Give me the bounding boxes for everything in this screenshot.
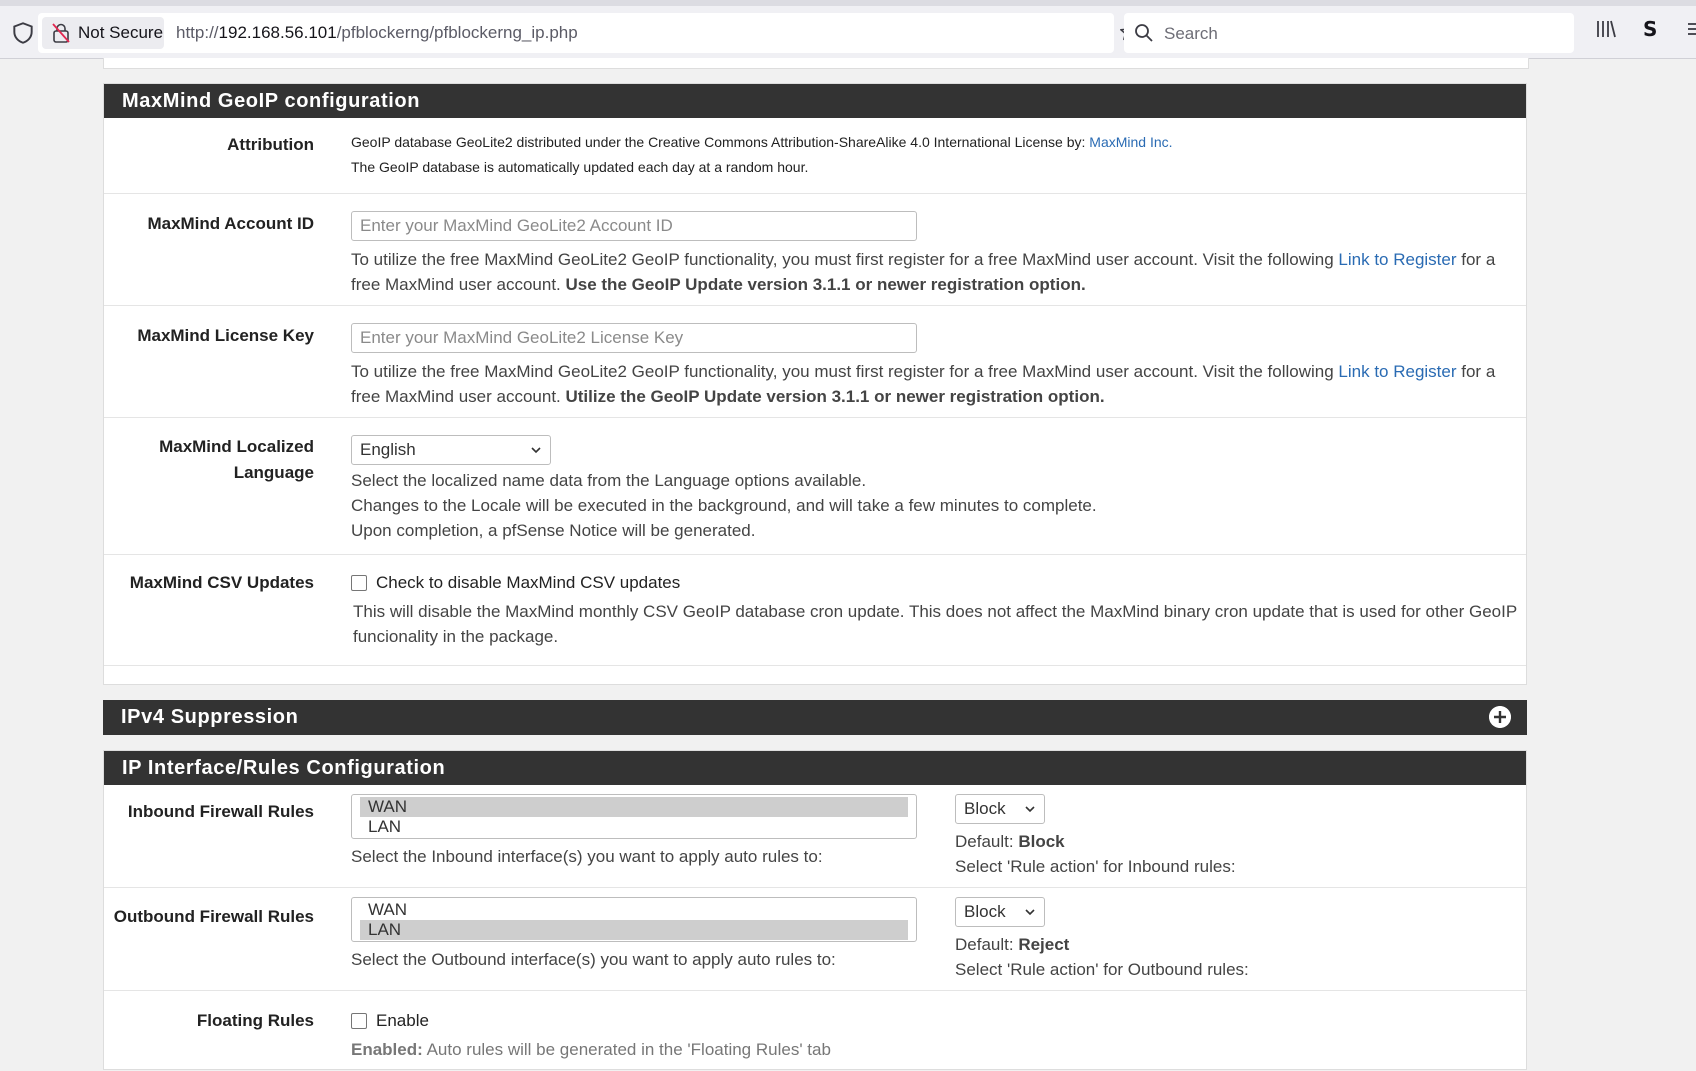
ip-rules-panel bbox=[103, 750, 1527, 1070]
ipv4-suppression-title: IPv4 Suppression bbox=[121, 706, 299, 728]
language-help-1: Select the localized name data from the Language options available. bbox=[351, 471, 867, 490]
csv-updates-checkbox-label[interactable]: Check to disable MaxMind CSV updates bbox=[376, 573, 681, 592]
inbound-option-wan[interactable]: WAN bbox=[360, 797, 908, 817]
outbound-interface-multiselect[interactable] bbox=[351, 897, 917, 942]
ipv4-suppression-header[interactable] bbox=[103, 700, 1527, 735]
inbound-default-prefix: Default: bbox=[955, 832, 1019, 851]
chevron-down-icon bbox=[530, 444, 542, 456]
outbound-rules-label: Outbound Firewall Rules bbox=[113, 907, 314, 926]
language-help-2: Changes to the Locale will be executed in the background, and will take a few minutes to complete. bbox=[351, 496, 1097, 515]
floating-rules-row bbox=[104, 991, 1526, 1071]
outbound-default-value: Reject bbox=[1018, 935, 1070, 954]
license-key-help bbox=[351, 359, 1520, 409]
license-key-content bbox=[351, 323, 1520, 409]
attribution-text: GeoIP database GeoLite2 distributed under the Creative Commons Attribution-ShareAlike 4.0 International License by: bbox=[351, 134, 1090, 150]
shield-icon[interactable] bbox=[10, 20, 36, 46]
maxmind-panel-title: MaxMind GeoIP configuration bbox=[104, 84, 1526, 118]
inbound-default-value: Block bbox=[1018, 832, 1065, 851]
language-help-3: Upon completion, a pfSense Notice will be generated. bbox=[351, 521, 756, 540]
outbound-action-select[interactable] bbox=[955, 897, 1045, 927]
language-row bbox=[104, 418, 1526, 555]
license-key-help-text2: for a free MaxMind user account. bbox=[351, 362, 1496, 406]
license-key-label: MaxMind License Key bbox=[137, 326, 314, 345]
floating-rules-checkbox[interactable] bbox=[351, 1013, 367, 1029]
license-key-help-text: To utilize the free MaxMind GeoLite2 GeoIP functionality, you must first register for a free MaxMind user account. Visit the following bbox=[351, 362, 1339, 381]
csv-updates-checkbox[interactable] bbox=[351, 575, 367, 591]
url-host: 192.168.56.101 bbox=[218, 23, 337, 42]
inbound-rules-label: Inbound Firewall Rules bbox=[127, 802, 314, 821]
language-selected-value: English bbox=[360, 440, 416, 459]
floating-rules-help-bold: Enabled: bbox=[351, 1040, 423, 1059]
svg-text:S: S bbox=[1643, 18, 1658, 40]
outbound-option-lan[interactable]: LAN bbox=[360, 920, 908, 940]
inbound-interfaces-content bbox=[351, 794, 921, 869]
account-id-content bbox=[351, 211, 1520, 297]
language-content bbox=[351, 435, 1520, 543]
outbound-rules-row bbox=[104, 888, 1526, 991]
license-key-row bbox=[104, 306, 1526, 418]
menu-icon[interactable] bbox=[1688, 18, 1696, 40]
not-secure-label: Not Secure bbox=[78, 23, 164, 42]
inbound-rules-row bbox=[104, 785, 1526, 888]
csv-updates-label: MaxMind CSV Updates bbox=[129, 573, 314, 592]
maxmind-panel bbox=[103, 83, 1527, 685]
tab-strip bbox=[0, 0, 1696, 6]
account-id-help-bold: Use the GeoIP Update version 3.1.1 or newer registration option. bbox=[565, 275, 1086, 294]
search-bar[interactable] bbox=[1124, 13, 1574, 53]
floating-rules-content bbox=[351, 1008, 1520, 1062]
csv-updates-row bbox=[104, 555, 1526, 666]
floating-rules-checkbox-label[interactable]: Enable bbox=[376, 1011, 429, 1030]
language-label bbox=[104, 434, 314, 486]
floating-rules-label: Floating Rules bbox=[196, 1011, 314, 1030]
language-label-line2: Language bbox=[233, 463, 314, 482]
extension-s-icon[interactable] bbox=[1640, 18, 1660, 40]
url-path: /pfblockerng/pfblockerng_ip.php bbox=[336, 23, 578, 42]
floating-rules-help-text: Auto rules will be generated in the 'Floating Rules' tab bbox=[422, 1040, 831, 1059]
ipv4-suppression-panel bbox=[103, 700, 1527, 735]
csv-updates-help: This will disable the MaxMind monthly CSV GeoIP database cron update. This does not affect the MaxMind binary cron update that is used for other GeoIP funcionality in the package. bbox=[353, 602, 1517, 646]
language-select[interactable] bbox=[351, 435, 551, 465]
csv-updates-checkbox-line[interactable] bbox=[351, 570, 1520, 595]
account-id-label: MaxMind Account ID bbox=[147, 214, 314, 233]
inbound-action-content bbox=[955, 794, 1520, 879]
language-label-line1: MaxMind Localized bbox=[159, 437, 314, 456]
chevron-down-icon bbox=[1024, 803, 1036, 815]
floating-rules-checkbox-line[interactable] bbox=[351, 1008, 1520, 1033]
outbound-action-content bbox=[955, 897, 1520, 982]
floating-rules-help bbox=[351, 1037, 1520, 1062]
insecure-lock-icon bbox=[52, 23, 70, 43]
maxmind-inc-link[interactable]: MaxMind Inc. bbox=[1089, 134, 1173, 150]
inbound-action-value: Block bbox=[964, 799, 1006, 818]
url-bar[interactable] bbox=[38, 13, 1114, 53]
inbound-default bbox=[955, 829, 1520, 854]
browser-toolbar bbox=[0, 0, 1696, 59]
expand-plus-icon[interactable] bbox=[1489, 706, 1511, 728]
previous-panel-bottom bbox=[103, 58, 1529, 69]
account-id-register-link[interactable]: Link to Register bbox=[1338, 250, 1457, 269]
library-icon[interactable] bbox=[1594, 18, 1616, 40]
outbound-option-wan[interactable]: WAN bbox=[368, 900, 408, 919]
inbound-option-lan[interactable]: LAN bbox=[368, 817, 402, 836]
search-placeholder: Search bbox=[1164, 24, 1218, 43]
account-id-help-text: To utilize the free MaxMind GeoLite2 GeoIP functionality, you must first register for a free MaxMind user account. Visit the following bbox=[351, 250, 1339, 269]
url-text[interactable] bbox=[176, 23, 578, 43]
chevron-down-icon bbox=[1024, 906, 1036, 918]
license-key-register-link[interactable]: Link to Register bbox=[1338, 362, 1457, 381]
url-prefix: http:// bbox=[176, 23, 219, 42]
ip-rules-panel-title: IP Interface/Rules Configuration bbox=[104, 751, 1526, 785]
account-id-row bbox=[104, 194, 1526, 306]
license-key-help-bold: Utilize the GeoIP Update version 3.1.1 or newer registration option. bbox=[565, 387, 1105, 406]
search-icon bbox=[1134, 23, 1154, 43]
account-id-input[interactable] bbox=[351, 211, 917, 241]
outbound-default bbox=[955, 932, 1520, 957]
outbound-interfaces-help: Select the Outbound interface(s) you want to apply auto rules to: bbox=[351, 950, 836, 969]
inbound-interfaces-help: Select the Inbound interface(s) you want to apply auto rules to: bbox=[351, 847, 823, 866]
inbound-action-help: Select 'Rule action' for Inbound rules: bbox=[955, 857, 1236, 876]
outbound-default-prefix: Default: bbox=[955, 935, 1019, 954]
inbound-interface-multiselect[interactable] bbox=[351, 794, 917, 839]
inbound-action-select[interactable] bbox=[955, 794, 1045, 824]
attribution-update-note: The GeoIP database is automatically updated each day at a random hour. bbox=[351, 159, 809, 175]
account-id-help-text2: for a free MaxMind user account. bbox=[351, 250, 1496, 294]
attribution-label: Attribution bbox=[227, 135, 314, 154]
outbound-action-value: Block bbox=[964, 902, 1006, 921]
outbound-action-help: Select 'Rule action' for Outbound rules: bbox=[955, 960, 1249, 979]
attribution-content bbox=[351, 130, 1520, 180]
outbound-interfaces-content bbox=[351, 897, 921, 972]
csv-updates-content bbox=[351, 570, 1520, 649]
account-id-help bbox=[351, 247, 1520, 297]
site-security-indicator[interactable] bbox=[42, 17, 164, 49]
attribution-row bbox=[104, 118, 1526, 194]
license-key-input[interactable] bbox=[351, 323, 917, 353]
